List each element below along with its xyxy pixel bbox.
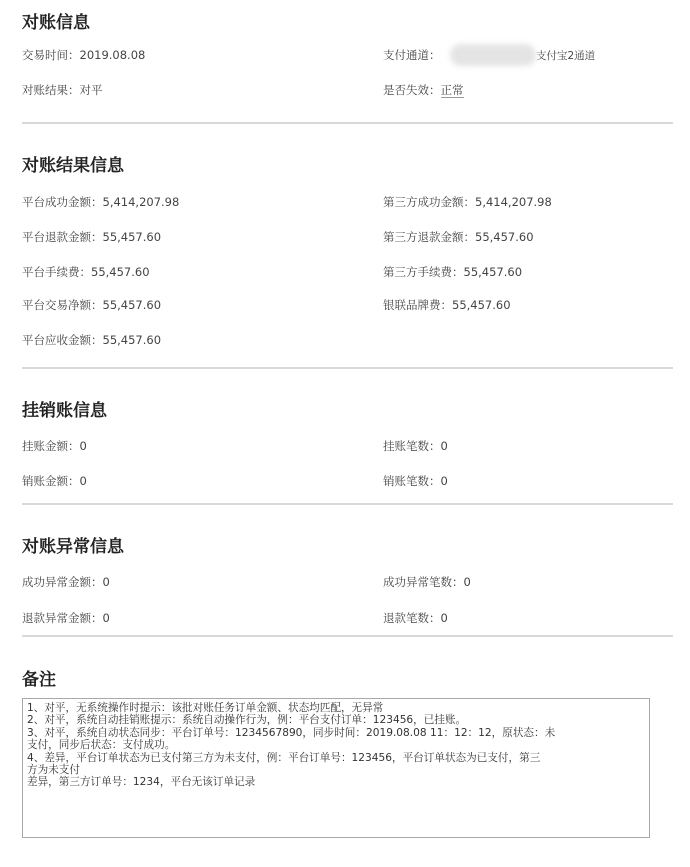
platform-receivable-amount: 平台应收金额：55,457.60 [22,333,162,347]
hang-amount: 挂账金额：0 [22,439,87,453]
redacted-channel-prefix [450,44,536,66]
suspense-info-title: 挂销账信息 [22,401,107,421]
refund-count: 退款笔数：0 [383,611,448,625]
remark-line: 方为未支付 [27,764,80,777]
expired-status-field [383,82,464,98]
trade-time-value: 2019.08.08 [79,48,146,62]
recon-result-field [22,82,103,98]
remark-line: 支付，同步后状态：支付成功。 [27,739,176,752]
remarks-textarea[interactable] [22,698,650,838]
remarks-title: 备注 [22,670,56,690]
hang-count: 挂账笔数：0 [383,439,448,453]
trade-time-field [22,47,145,63]
platform-net-amount: 平台交易净额：55,457.60 [22,298,162,312]
pay-channel-value: 支付宝2通道 [536,50,596,62]
success-exception-amount: 成功异常金额：0 [22,575,110,589]
result-info-title: 对账结果信息 [22,156,124,176]
divider [22,367,673,369]
divider [22,122,673,124]
third-fee: 第三方手续费：55,457.60 [383,265,523,279]
third-success-amount: 第三方成功金额：5,414,207.98 [383,195,552,209]
third-refund-amount: 第三方退款金额：55,457.60 [383,230,534,244]
divider [22,635,673,637]
platform-fee: 平台手续费：55,457.60 [22,265,150,279]
recon-info-title: 对账信息 [22,13,90,33]
divider [22,503,673,505]
success-exception-count: 成功异常笔数：0 [383,575,471,589]
platform-success-amount: 平台成功金额：5,414,207.98 [22,195,180,209]
exception-info-title: 对账异常信息 [22,537,124,557]
recon-result-value: 对平 [79,83,103,97]
expired-status-value: 正常 [440,83,464,97]
remark-line: 2、对平，系统自动挂销账提示：系统自动操作行为，例：平台支付订单：123456，已挂账。 [27,714,467,727]
cancel-count: 销账笔数：0 [383,474,448,488]
refund-exception-amount: 退款异常金额：0 [22,611,110,625]
platform-refund-amount: 平台退款金额：55,457.60 [22,230,162,244]
remark-line: 3、对平，系统自动状态同步：平台订单号：1234567890，同步时间：2019.08.08 11：12：12，原状态：未 [27,726,556,739]
expired-status-label: 是否失效： [383,83,441,97]
recon-result-label: 对账结果： [22,83,80,97]
trade-time-label: 交易时间： [22,48,80,62]
remark-line: 差异，第三方订单号：1234，平台无该订单记录 [27,776,256,789]
pay-channel-label: 支付通道： [383,48,441,62]
unionpay-brand-fee: 银联品牌费：55,457.60 [383,298,511,312]
remark-line: 1、对平，无系统操作时提示：该批对账任务订单金额、状态均匹配，无异常 [27,702,384,714]
pay-channel-field [383,47,441,63]
remark-line: 4、差异，平台订单状态为已支付第三方为未支付，例：平台订单号：123456，平台订单状态为已支付，第三 [27,751,541,764]
cancel-amount: 销账金额：0 [22,474,87,488]
